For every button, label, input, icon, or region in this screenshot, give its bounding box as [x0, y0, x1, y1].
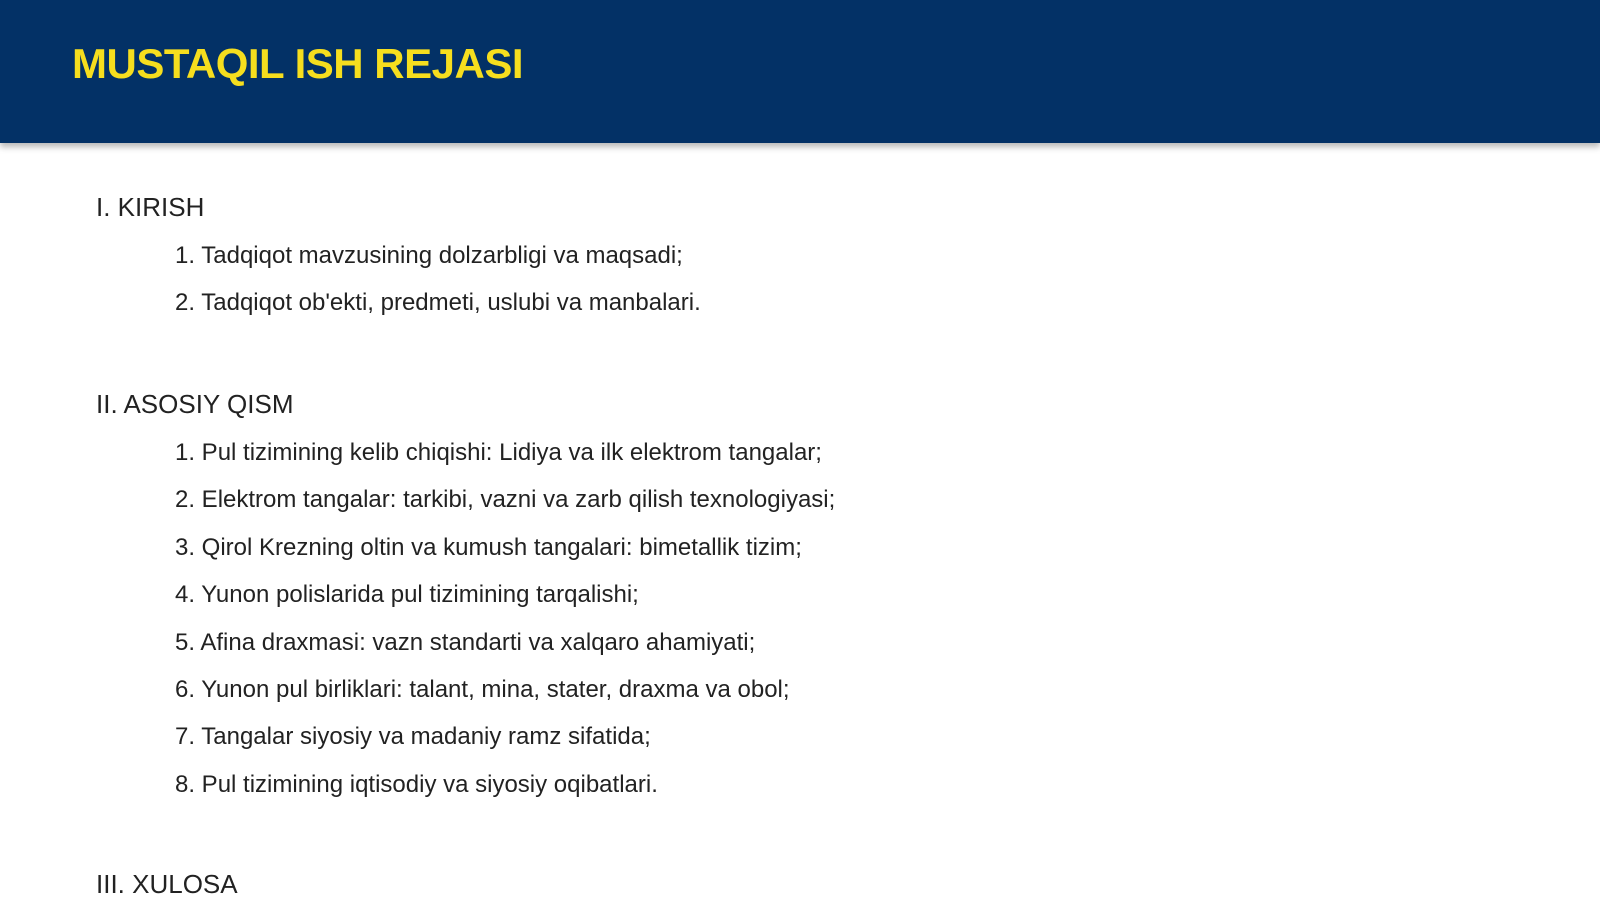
list-item: 7. Tangalar siyosiy va madaniy ramz sifatida; [175, 723, 651, 751]
list-item: 5. Afina draxmasi: vazn standarti va xalqaro ahamiyati; [175, 628, 756, 656]
slide-title: MUSTAQIL ISH REJASI [72, 40, 524, 87]
section-heading: III. XULOSA [96, 869, 238, 899]
list-item: 1. Tadqiqot mavzusining dolzarbligi va maqsadi; [175, 242, 683, 269]
list-item: 6. Yunon pul birliklari: talant, mina, stater, draxma va obol; [175, 676, 790, 704]
section-item-list [175, 232, 701, 327]
list-item: 8. Pul tizimining iqtisodiy va siyosiy oqibatlari. [175, 770, 658, 798]
section-heading: I. KIRISH [96, 192, 205, 222]
list-item: 4. Yunon polislarida pul tizimining tarqalishi; [175, 581, 639, 609]
list-item: 3. Qirol Krezning oltin va kumush tangalari: bimetallik tizim; [175, 533, 802, 561]
list-item: 2. Elektrom tangalar: tarkibi, vazni va zarb qilish texnologiyasi; [175, 486, 836, 514]
section-item-list [175, 429, 835, 808]
section-heading: II. ASOSIY QISM [96, 389, 294, 419]
slide-header [0, 0, 1600, 143]
list-item: 2. Tadqiqot ob'ekti, predmeti, uslubi va manbalari. [175, 289, 701, 317]
list-item: 1. Pul tizimining kelib chiqishi: Lidiya va ilk elektrom tangalar; [175, 439, 822, 466]
